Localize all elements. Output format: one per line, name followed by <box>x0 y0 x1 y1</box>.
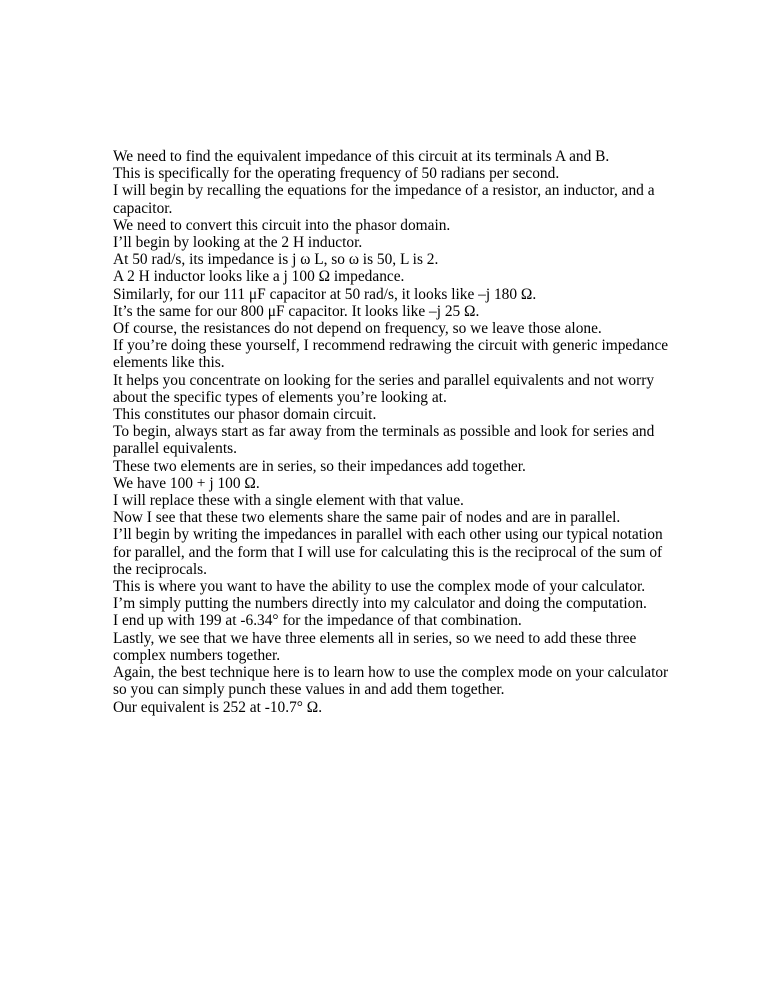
text-line: I’m simply putting the numbers directly into my calculator and doing the computation. <box>113 595 647 613</box>
text-line: We need to convert this circuit into the phasor domain. <box>113 216 451 234</box>
transcript-text <box>113 148 673 716</box>
text-line: If you’re doing these yourself, I recommend redrawing the circuit with generic impedance elements like this. <box>113 337 669 372</box>
text-line: A 2 H inductor looks like a j 100 Ω impedance. <box>113 268 405 286</box>
text-line: I’ll begin by writing the impedances in parallel with each other using our typical notation for parallel, and the form that I will use for calculating this is the reciprocal of the sum of the reciprocals. <box>113 526 663 578</box>
text-line: We have 100 + j 100 Ω. <box>113 474 260 492</box>
text-line: This is specifically for the operating frequency of 50 radians per second. <box>113 165 560 183</box>
text-line: We need to find the equivalent impedance of this circuit at its terminals A and B. <box>113 148 610 165</box>
text-line: Lastly, we see that we have three elements all in series, so we need to add these three complex numbers together. <box>113 629 637 664</box>
text-line: Again, the best technique here is to learn how to use the complex mode on your calculator so you can simply punch these values in and add them together. <box>113 664 669 699</box>
text-line: It’s the same for our 800 μF capacitor. It looks like –j 25 Ω. <box>113 302 480 320</box>
text-line: At 50 rad/s, its impedance is j ω L, so ω is 50, L is 2. <box>113 251 439 269</box>
text-line: I’ll begin by looking at the 2 H inductor. <box>113 234 363 252</box>
text-line: Of course, the resistances do not depend on frequency, so we leave those alone. <box>113 320 602 338</box>
text-line: Similarly, for our 111 μF capacitor at 50 rad/s, it looks like –j 180 Ω. <box>113 285 537 303</box>
text-line: I will replace these with a single element with that value. <box>113 492 464 510</box>
text-line: Now I see that these two elements share the same pair of nodes and are in parallel. <box>113 509 621 527</box>
text-line: To begin, always start as far away from the terminals as possible and look for series and parallel equivalents. <box>113 423 655 458</box>
text-line: Our equivalent is 252 at -10.7° Ω. <box>113 698 323 716</box>
text-line: These two elements are in series, so their impedances add together. <box>113 457 526 475</box>
text-line: It helps you concentrate on looking for the series and parallel equivalents and not worry about the specific types of elements you’re looking at. <box>113 371 655 406</box>
text-line: I will begin by recalling the equations for the impedance of a resistor, an inductor, and a capacitor. <box>113 182 655 217</box>
text-line: This is where you want to have the ability to use the complex mode of your calculator. <box>113 578 646 596</box>
text-line: I end up with 199 at -6.34° for the impedance of that combination. <box>113 612 522 630</box>
text-line: This constitutes our phasor domain circuit. <box>113 406 377 424</box>
